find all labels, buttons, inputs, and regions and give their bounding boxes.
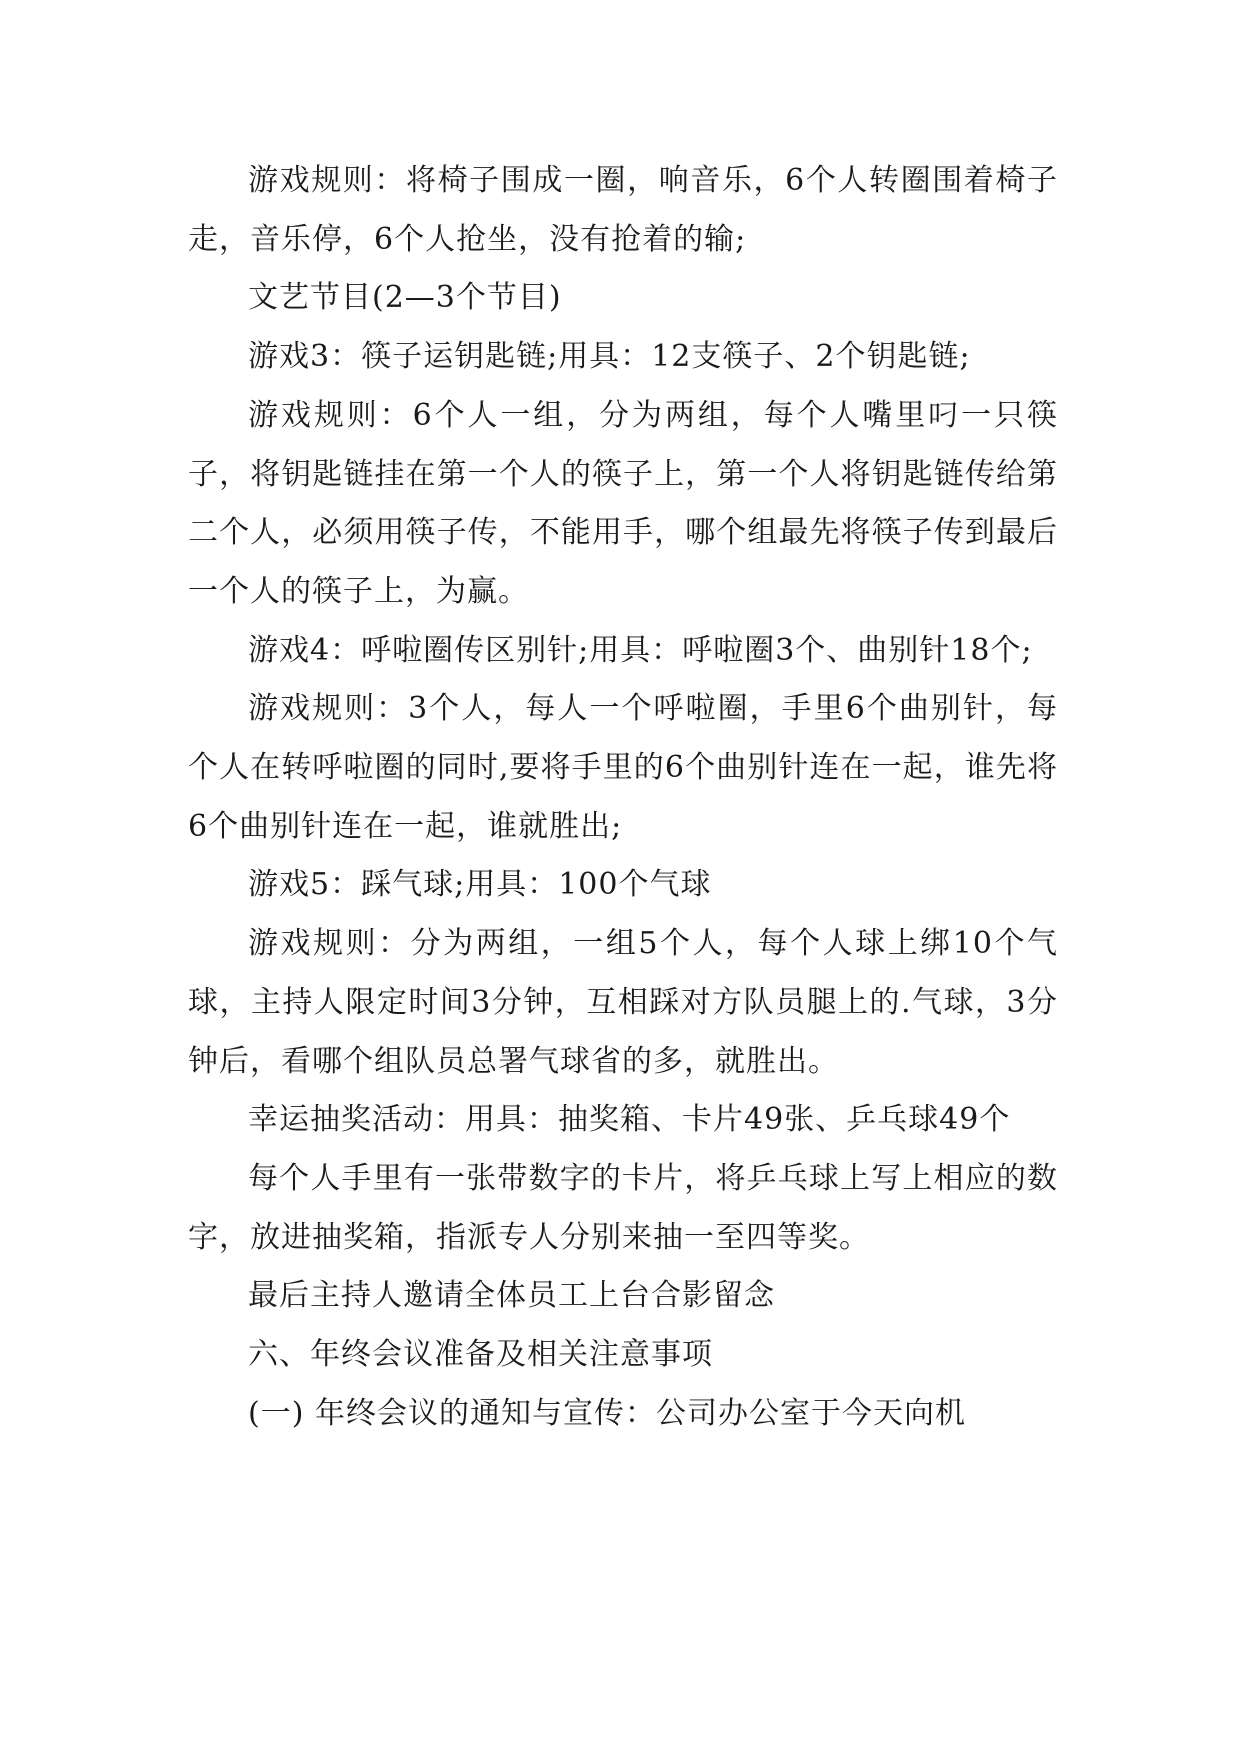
- paragraph-game-rules-chairs: 游戏规则：将椅子围成一圈，响音乐，6个人转圈围着椅子走，音乐停，6个人抢坐，没有抢着的输;: [188, 163, 1058, 257]
- paragraph-group-photo: 最后主持人邀请全体员工上台合影留念: [248, 1278, 775, 1314]
- paragraph-game-4: 游戏4：呼啦圈传区别针;用具：呼啦圈3个、曲别针18个;: [248, 632, 1033, 668]
- paragraph-lucky-draw-rules: 每个人手里有一张带数字的卡片，将乒乓球上写上相应的数字，放进抽奖箱，指派专人分别来抽一至四等奖。: [188, 1160, 1058, 1255]
- paragraph-game-3-rules: 游戏规则：6个人一组，分为两组，每个人嘴里叼一只筷子，将钥匙链挂在第一个人的筷子上，第一个人将钥匙链传给第二个人，必须用筷子传，不能用手，哪个组最先将筷子传到最后一个人的筷子上，为赢。: [188, 397, 1058, 609]
- document-body: [188, 152, 1058, 1443]
- paragraph-game-5-rules: 游戏规则：分为两组，一组5个人，每个人球上绑10个气球，主持人限定时间3分钟，互相踩对方队员腿上的.气球，3分钟后，看哪个组队员总署气球省的多，就胜出。: [188, 926, 1058, 1079]
- section-heading-preparation: 六、年终会议准备及相关注意事项: [248, 1337, 713, 1373]
- paragraph-game-5: 游戏5：踩气球;用具：100个气球: [248, 867, 712, 903]
- paragraph-lucky-draw: 幸运抽奖活动：用具：抽奖箱、卡片49张、乒乓球49个: [248, 1102, 1011, 1138]
- paragraph-notice-publicity: (一) 年终会议的通知与宣传：公司办公室于今天向机: [248, 1395, 966, 1431]
- paragraph-performances: 文艺节目(2—3个节目): [248, 280, 562, 316]
- paragraph-game-4-rules: 游戏规则：3个人，每人一个呼啦圈，手里6个曲别针，每个人在转呼啦圈的同时,要将手里的6个曲别针连在一起，谁先将6个曲别针连在一起，谁就胜出;: [188, 691, 1058, 844]
- paragraph-game-3: 游戏3：筷子运钥匙链;用具：12支筷子、2个钥匙链;: [248, 339, 971, 375]
